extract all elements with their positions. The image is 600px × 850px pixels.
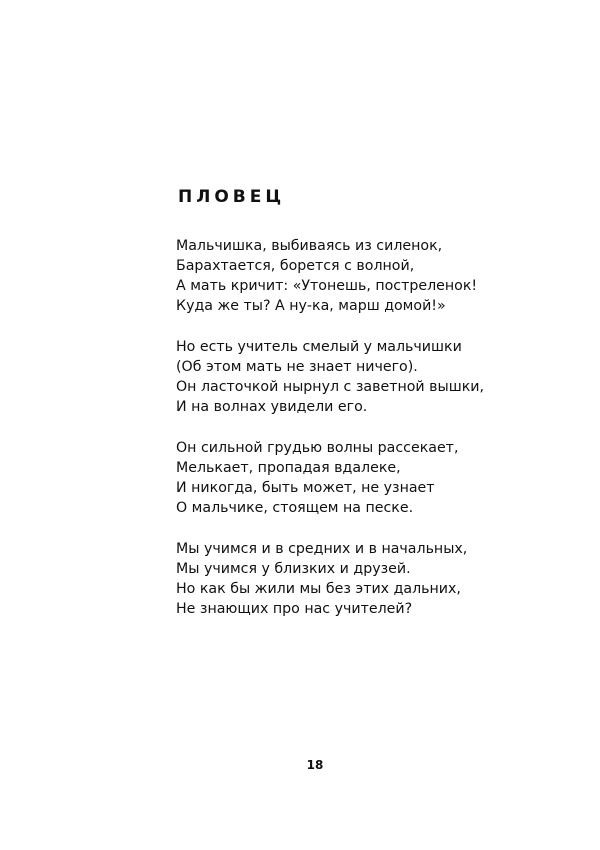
poem-line: Куда же ты? А ну-ка, марш домой!» [176, 298, 446, 314]
poem-line: А мать кричит: «Утонешь, постреленок! [176, 278, 478, 294]
poem-line: О мальчике, стоящем на песке. [176, 500, 414, 516]
poem-line: (Об этом мать не знает ничего). [176, 359, 418, 375]
poem-line: Мы учимся у близких и друзей. [176, 561, 411, 577]
stanza-2 [176, 337, 506, 417]
page-number: 18 [306, 758, 324, 772]
poem-line: Барахтается, борется с волной, [176, 258, 415, 274]
poem-line: Мальчишка, выбиваясь из силенок, [176, 238, 443, 254]
stanza-4 [176, 539, 506, 619]
poem-line: Он ласточкой нырнул с заветной вышки, [176, 379, 484, 395]
poem-line: Но есть учитель смелый у мальчишки [176, 339, 462, 355]
poem-line: И на волнах увидели его. [176, 399, 368, 415]
poem-line: Мы учимся и в средних и в начальных, [176, 541, 468, 557]
poem-line: Он сильной грудью волны рассекает, [176, 440, 459, 456]
poem-line: Мелькает, пропадая вдалеке, [176, 460, 401, 476]
stanza-3 [176, 438, 506, 518]
poem-line: Не знающих про нас учителей? [176, 601, 413, 617]
poem-title: ПЛОВЕЦ [178, 187, 286, 207]
poem-line: Но как бы жили мы без этих дальних, [176, 581, 461, 597]
poem-line: И никогда, быть может, не узнает [176, 480, 435, 496]
stanza-1 [176, 236, 506, 316]
poem-body [176, 236, 506, 640]
